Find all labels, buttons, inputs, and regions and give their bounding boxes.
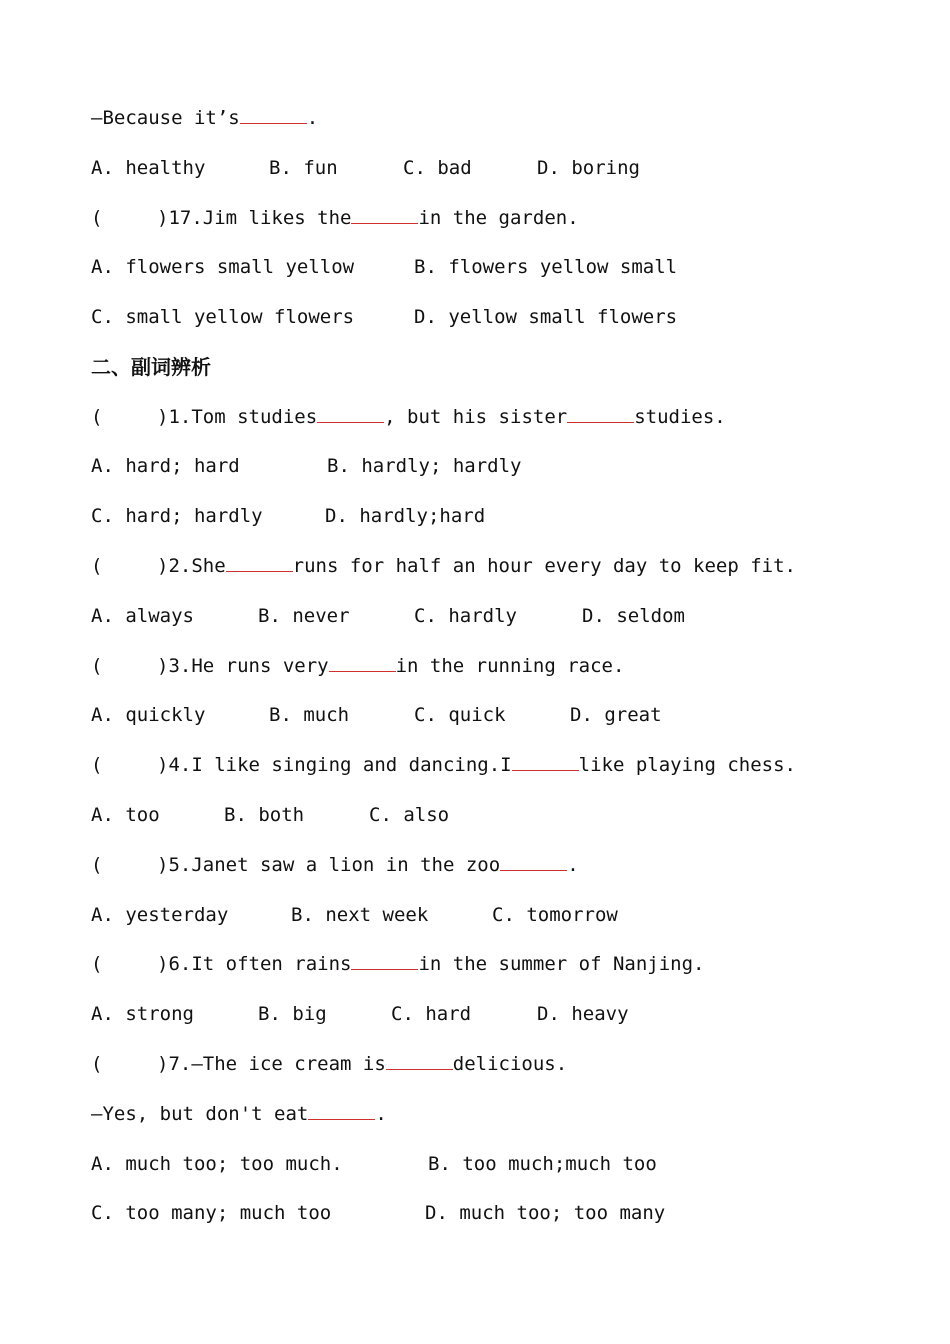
answer-blank[interactable] <box>240 105 307 124</box>
answer-paren[interactable] <box>91 951 157 977</box>
paren-open: ( <box>91 655 103 677</box>
option-c[interactable]: C. hardly <box>414 605 517 627</box>
question-7-options-row2 <box>91 1200 791 1226</box>
option-d[interactable]: D. great <box>570 704 662 726</box>
paren-close: ) <box>157 854 169 876</box>
q17-option-c[interactable]: C. small yellow flowers <box>91 306 355 328</box>
section-title: 二、副词辨析 <box>91 355 211 379</box>
question-3-options <box>91 702 791 728</box>
option-c[interactable]: C. hard <box>391 1003 472 1025</box>
question-text: 5.Janet saw a lion in the zoo <box>168 854 501 876</box>
answer-paren[interactable] <box>91 404 157 430</box>
paren-close: ) <box>157 754 169 776</box>
answer-paren[interactable] <box>91 205 157 231</box>
option-d[interactable]: D. heavy <box>537 1003 629 1025</box>
answer-blank[interactable] <box>512 752 579 771</box>
answer-blank[interactable] <box>351 205 418 224</box>
question-7-reply <box>91 1101 387 1127</box>
question-text: . <box>375 1103 387 1125</box>
question-text: 7.—The ice cream is <box>168 1053 386 1075</box>
q17-option-d[interactable]: D. yellow small flowers <box>414 306 678 328</box>
option-b[interactable]: B. much <box>269 704 350 726</box>
q17-stem <box>91 205 579 231</box>
answer-paren[interactable] <box>91 1051 157 1077</box>
paren-close: ) <box>157 953 169 975</box>
paren-close: ) <box>157 655 169 677</box>
question-text: 6.It often rains <box>168 953 352 975</box>
question-4-stem <box>91 752 796 778</box>
question-6-options <box>91 1001 791 1027</box>
q17-stem-end: in the garden. <box>418 207 579 229</box>
question-text: 3.He runs very <box>168 655 329 677</box>
question-7-stem <box>91 1051 567 1077</box>
q17-stem-text: 17.Jim likes the <box>168 207 352 229</box>
q17-options-row2 <box>91 304 791 330</box>
paren-open: ( <box>91 953 103 975</box>
option-c[interactable]: C. also <box>369 804 450 826</box>
paren-close: ) <box>157 406 169 428</box>
question-text: . <box>567 854 579 876</box>
question-5-options <box>91 902 791 928</box>
q16-option-d[interactable]: D. boring <box>537 157 640 179</box>
q16-option-b[interactable]: B. fun <box>269 157 338 179</box>
paren-open: ( <box>91 754 103 776</box>
question-2-options <box>91 603 791 629</box>
answer-blank[interactable] <box>351 951 418 970</box>
q16-reply-line <box>91 105 318 131</box>
question-text: studies. <box>634 406 726 428</box>
question-1-options-row1 <box>91 453 791 479</box>
answer-blank[interactable] <box>317 404 384 423</box>
paren-open: ( <box>91 207 103 229</box>
question-7-options-row1 <box>91 1151 791 1177</box>
answer-paren[interactable] <box>91 553 157 579</box>
option-b[interactable]: B. too much;much too <box>428 1153 657 1175</box>
q16-reply-end: . <box>306 107 319 129</box>
paren-open: ( <box>91 555 103 577</box>
option-b[interactable]: B. never <box>258 605 350 627</box>
option-a[interactable]: A. much too; too much. <box>91 1153 343 1175</box>
question-text: 2.She <box>168 555 226 577</box>
question-text: in the running race. <box>395 655 625 677</box>
question-text: delicious. <box>452 1053 568 1075</box>
paren-close: ) <box>157 207 169 229</box>
question-3-stem <box>91 653 624 679</box>
question-text: like playing chess. <box>578 754 796 776</box>
question-4-options <box>91 802 791 828</box>
option-d[interactable]: D. seldom <box>582 605 685 627</box>
q16-option-a[interactable]: A. healthy <box>91 157 206 179</box>
answer-blank[interactable] <box>386 1051 453 1070</box>
answer-blank[interactable] <box>308 1101 375 1120</box>
answer-blank[interactable] <box>500 852 567 871</box>
question-6-stem <box>91 951 704 977</box>
option-a[interactable]: A. always <box>91 605 194 627</box>
paren-open: ( <box>91 1053 103 1075</box>
q16-option-c[interactable]: C. bad <box>403 157 472 179</box>
paren-open: ( <box>91 854 103 876</box>
option-c[interactable]: C. quick <box>414 704 506 726</box>
question-text: , but his sister <box>384 406 568 428</box>
question-text: —Yes, but don't eat <box>91 1103 309 1125</box>
option-d[interactable]: D. hardly;hard <box>325 505 486 527</box>
option-b[interactable]: B. next week <box>291 904 429 926</box>
option-a[interactable]: A. quickly <box>91 704 206 726</box>
option-c[interactable]: C. too many; much too <box>91 1202 332 1224</box>
option-a[interactable]: A. hard; hard <box>91 455 240 477</box>
option-a[interactable]: A. yesterday <box>91 904 229 926</box>
q17-option-a[interactable]: A. flowers small yellow <box>91 256 355 278</box>
q16-options <box>91 155 791 181</box>
q17-option-b[interactable]: B. flowers yellow small <box>414 256 678 278</box>
answer-blank[interactable] <box>567 404 634 423</box>
paren-open: ( <box>91 406 103 428</box>
paren-close: ) <box>157 555 169 577</box>
question-2-stem <box>91 553 796 579</box>
answer-paren[interactable] <box>91 653 157 679</box>
option-a[interactable]: A. too <box>91 804 160 826</box>
option-c[interactable]: C. tomorrow <box>492 904 618 926</box>
question-text: runs for half an hour every day to keep fit. <box>292 555 796 577</box>
option-b[interactable]: B. big <box>258 1003 327 1025</box>
option-d[interactable]: D. much too; too many <box>425 1202 666 1224</box>
question-5-stem <box>91 852 579 878</box>
question-text: in the summer of Nanjing. <box>418 953 705 975</box>
question-1-options-row2 <box>91 503 791 529</box>
q16-reply-text: —Because it’s <box>91 107 240 129</box>
answer-blank[interactable] <box>329 653 396 672</box>
paren-close: ) <box>157 1053 169 1075</box>
answer-blank[interactable] <box>226 553 293 572</box>
question-text: 4.I like singing and dancing.I <box>168 754 512 776</box>
option-b[interactable]: B. hardly; hardly <box>327 455 522 477</box>
answer-paren[interactable] <box>91 752 157 778</box>
option-b[interactable]: B. both <box>224 804 305 826</box>
question-1-stem <box>91 404 726 430</box>
option-a[interactable]: A. strong <box>91 1003 194 1025</box>
answer-paren[interactable] <box>91 852 157 878</box>
q17-options-row1 <box>91 254 791 280</box>
option-c[interactable]: C. hard; hardly <box>91 505 263 527</box>
question-text: 1.Tom studies <box>168 406 318 428</box>
